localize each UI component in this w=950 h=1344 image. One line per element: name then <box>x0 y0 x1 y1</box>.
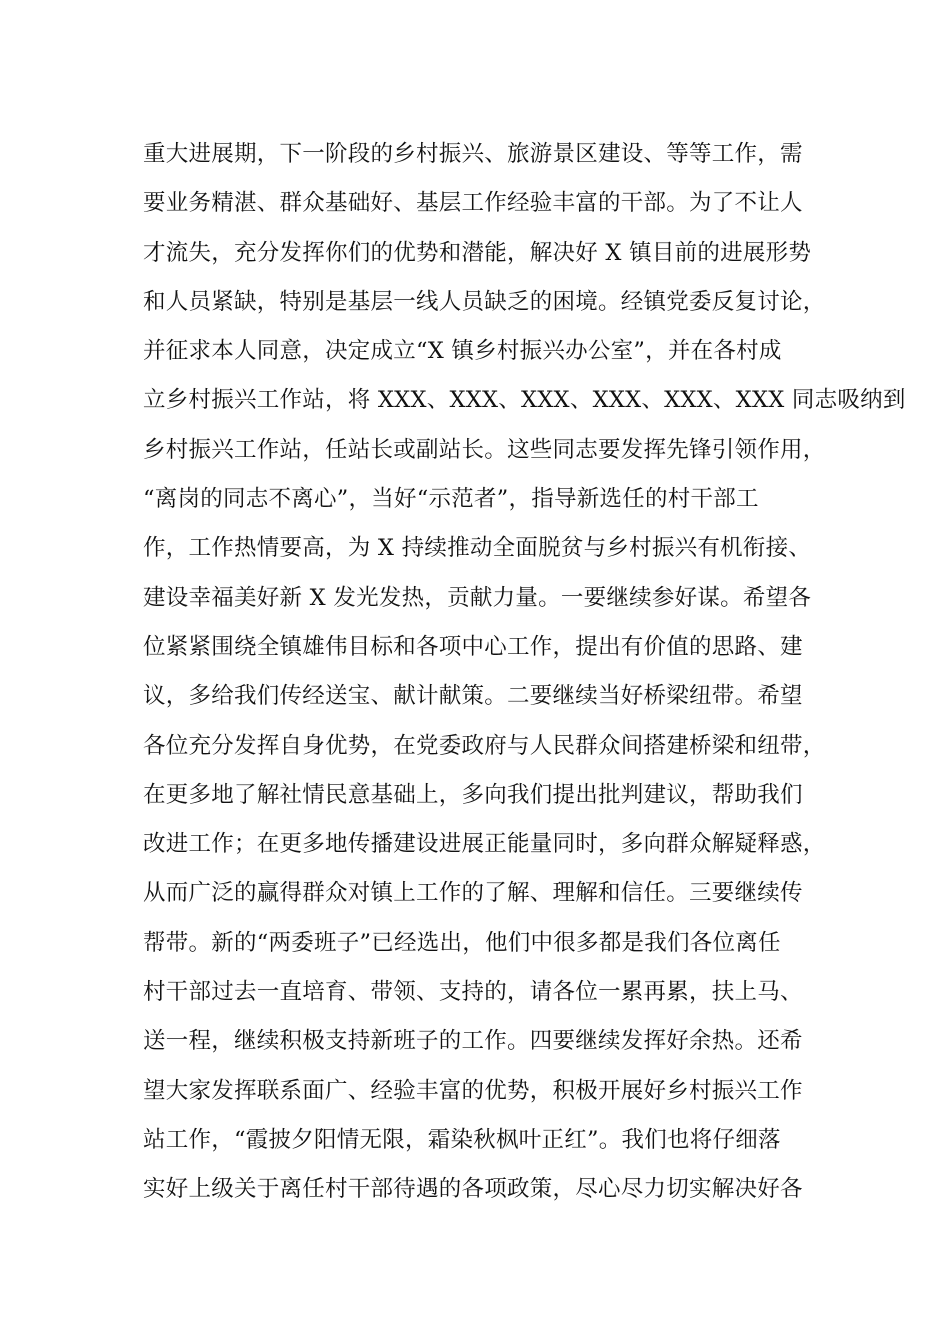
text-line: 改进工作；在更多地传播建设进展正能量同时，多向群众解疑释惑， <box>143 831 826 858</box>
text-line: 作，工作热情要高，为 X 持续推动全面脱贫与乡村振兴有机衔接、 <box>143 535 812 562</box>
text-line: 建设幸福美好新 X 发光发热，贡献力量。一要继续参好谋。希望各 <box>143 584 812 611</box>
text-line: 议，多给我们传经送宝、献计献策。二要继续当好桥梁纽带。希望 <box>143 683 803 710</box>
text-line: 并征求本人同意，决定成立“X 镇乡村振兴办公室”，并在各村成 <box>143 338 782 365</box>
text-line: 位紧紧围绕全镇雄伟目标和各项中心工作，提出有价值的思路、建 <box>143 633 803 660</box>
text-line: 站工作，“霞披夕阳情无限，霜染秋枫叶正红”。我们也将仔细落 <box>143 1126 781 1153</box>
text-line: 实好上级关于离任村干部待遇的各项政策，尽心尽力切实解决好各 <box>143 1176 803 1203</box>
text-line: 从而广泛的赢得群众对镇上工作的了解、理解和信任。三要继续传 <box>143 880 803 907</box>
text-line: “离岗的同志不离心”，当好“示范者”，指导新选任的村干部工 <box>143 486 759 513</box>
text-line: 和人员紧缺，特别是基层一线人员缺乏的困境。经镇党委反复讨论， <box>143 288 826 315</box>
text-line: 帮带。新的“两委班子”已经选出，他们中很多都是我们各位离任 <box>143 929 781 956</box>
text-line: 重大进展期，下一阶段的乡村振兴、旅游景区建设、等等工作，需 <box>143 141 803 167</box>
text-line: 望大家发挥联系面广、经验丰富的优势，积极开展好乡村振兴工作 <box>143 1077 803 1104</box>
text-line: 各位充分发挥自身优势，在党委政府与人民群众间搭建桥梁和纽带， <box>143 732 826 759</box>
text-line: 要业务精湛、群众基础好、基层工作经验丰富的干部。为了不让人 <box>143 190 803 217</box>
text-line: 才流失，充分发挥你们的优势和潜能，解决好 X 镇目前的进展形势 <box>143 239 812 266</box>
text-line: 村干部过去一直培育、带领、支持的，请各位一累再累，扶上马、 <box>143 979 803 1006</box>
text-line: 在更多地了解社情民意基础上，多向我们提出批判建议，帮助我们 <box>143 781 803 808</box>
body-text <box>143 130 906 1215</box>
text-line: 送一程，继续积极支持新班子的工作。四要继续发挥好余热。还希 <box>143 1028 803 1055</box>
text-line: 立乡村振兴工作站，将 XXX、XXX、XXX、XXX、XXX、XXX 同志吸纳到 <box>143 387 906 414</box>
text-line: 乡村振兴工作站，任站长或副站长。这些同志要发挥先锋引领作用， <box>143 436 826 463</box>
